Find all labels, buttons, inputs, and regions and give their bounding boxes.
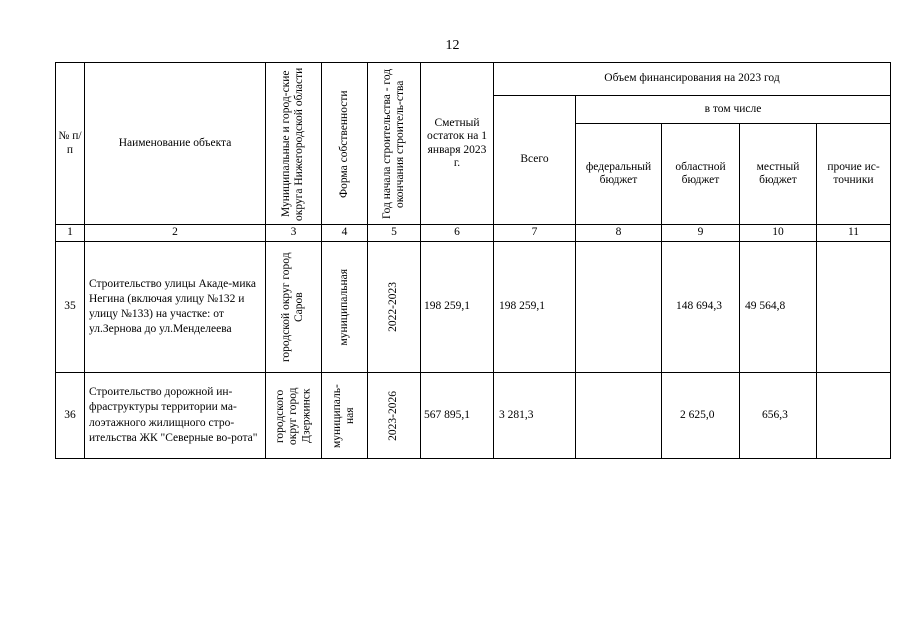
row-municipality-text: городской округ город Саров (280, 252, 306, 362)
row-total: 3 281,3 (494, 373, 576, 459)
header-municipality-text: Муниципальные и город-ские округа Нижегородской области (280, 66, 306, 221)
row-other (817, 373, 891, 459)
row-ownership-text: муниципаль-ная (331, 383, 357, 448)
header-no: № п/п (56, 63, 85, 225)
column-number: 6 (421, 225, 494, 242)
header-local: местный бюджет (740, 124, 817, 225)
header-years (368, 63, 421, 225)
column-number: 8 (576, 225, 662, 242)
header-name: Наименование объекта (85, 63, 266, 225)
row-ownership (322, 373, 368, 459)
row-years (368, 373, 421, 459)
row-local: 656,3 (740, 373, 817, 459)
header-ownership-text: Форма собственности (337, 89, 350, 198)
page-number: 12 (445, 38, 460, 53)
column-number: 2 (85, 225, 266, 242)
row-municipality (266, 242, 322, 373)
financing-table (55, 62, 891, 459)
row-name: Строительство дорожной ин-фраструктуры территории ма-лоэтажного жилищного стро-ительства ЖК "Северные во-рота" (85, 373, 266, 459)
column-number: 1 (56, 225, 85, 242)
row-regional: 148 694,3 (662, 242, 740, 373)
header-municipality (266, 63, 322, 225)
column-number: 5 (368, 225, 421, 242)
row-estimate: 567 895,1 (421, 373, 494, 459)
column-number: 7 (494, 225, 576, 242)
header-ownership (322, 63, 368, 225)
row-federal (576, 373, 662, 459)
row-municipality-text: городского округ город Дзержинск (273, 386, 313, 445)
row-ownership-text: муниципальная (337, 268, 350, 346)
row-years-text: 2022-2023 (387, 282, 400, 332)
row-total: 198 259,1 (494, 242, 576, 373)
row-years (368, 242, 421, 373)
column-number: 10 (740, 225, 817, 242)
header-total: Всего (494, 96, 576, 225)
header-estimate: Сметный остаток на 1 января 2023 г. (421, 63, 494, 225)
row-regional: 2 625,0 (662, 373, 740, 459)
column-number: 4 (322, 225, 368, 242)
column-number: 9 (662, 225, 740, 242)
row-other (817, 242, 891, 373)
table-row (56, 373, 891, 459)
row-municipality (266, 373, 322, 459)
row-local: 49 564,8 (740, 242, 817, 373)
row-federal (576, 242, 662, 373)
row-ownership (322, 242, 368, 373)
header-including: в том числе (576, 96, 891, 124)
table-row (56, 242, 891, 373)
column-number: 11 (817, 225, 891, 242)
header-federal: федеральный бюджет (576, 124, 662, 225)
row-no: 36 (56, 373, 85, 459)
header-other: прочие ис-точники (817, 124, 891, 225)
row-estimate: 198 259,1 (421, 242, 494, 373)
row-years-text: 2023-2026 (387, 390, 400, 441)
row-name: Строительство улицы Акаде-мика Негина (включая улицу №132 и улицу №133) на участке: от ул.Зернова до ул.Менделеева (85, 242, 266, 373)
header-funding-title: Объем финансирования на 2023 год (494, 63, 891, 96)
header-regional: областной бюджет (662, 124, 740, 225)
column-number: 3 (266, 225, 322, 242)
row-no: 35 (56, 242, 85, 373)
header-years-text: Год начала строительства - год окончания строитель-ства (380, 68, 406, 219)
